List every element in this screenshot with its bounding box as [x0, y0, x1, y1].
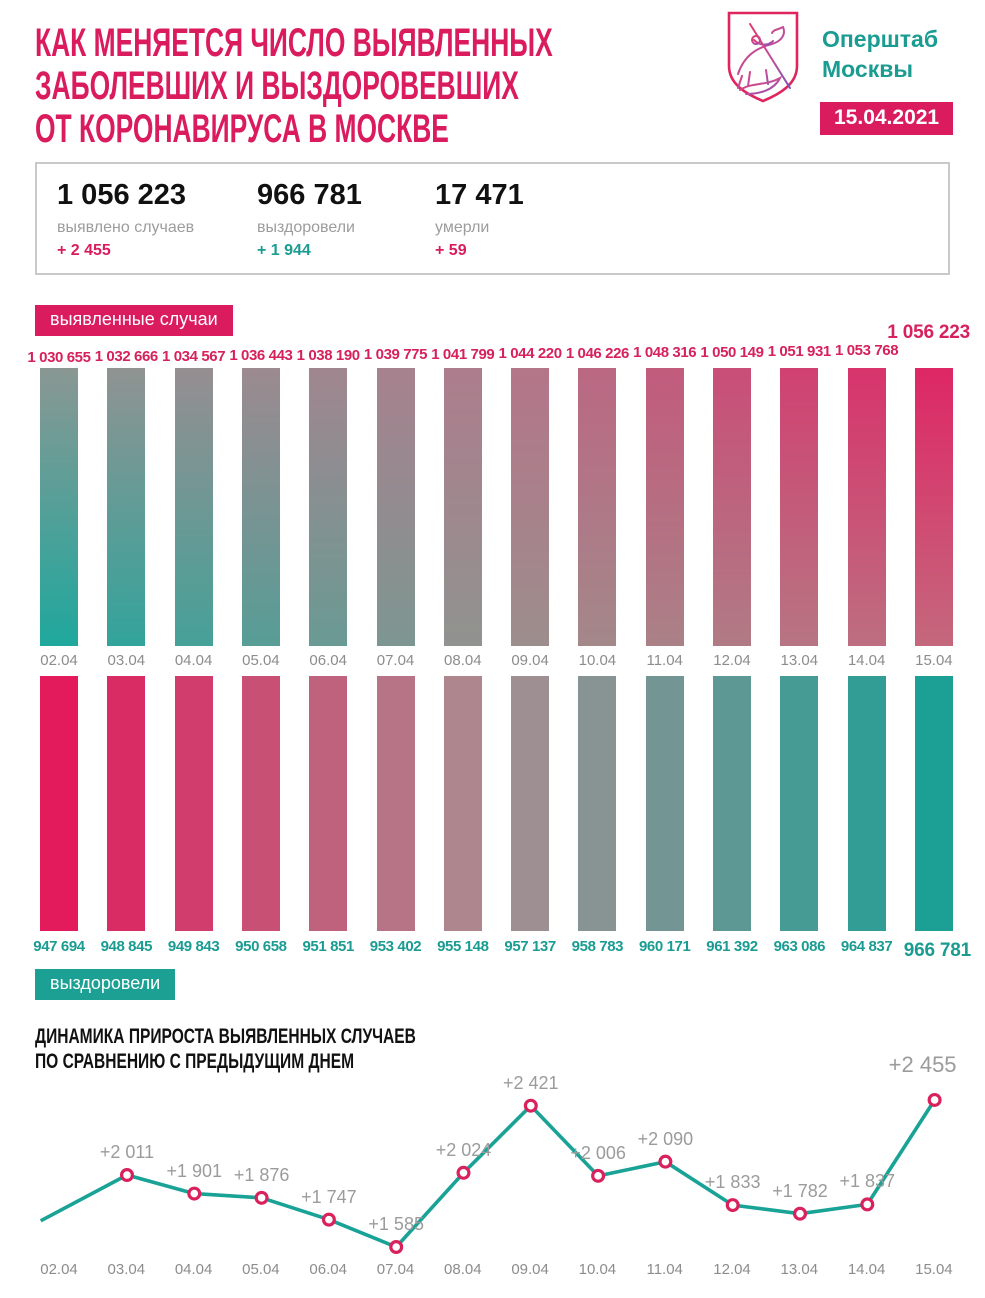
confirmed-bar-09.04 [511, 368, 549, 646]
confirmed-value-label: 1 036 443 [229, 347, 293, 365]
confirmed-value-label: 1 030 655 [27, 349, 91, 366]
recovered-delta: + 1 944 [257, 242, 311, 259]
point-label-08.04: +2 024 [435, 1139, 492, 1160]
recovered-bar-09.04 [511, 676, 549, 931]
date-badge: 15.04.2021 [820, 102, 953, 135]
confirmed-value-label: 1 050 149 [700, 343, 764, 361]
recovered-value-label: 958 783 [571, 938, 624, 955]
point-label-06.04: +1 747 [301, 1186, 357, 1207]
recovered-bar-03.04 [107, 676, 145, 931]
confirmed-bar-04.04 [175, 368, 213, 646]
line-chart-title-line: ПО СРАВНЕНИЮ С ПРЕДЫДУЩИМ ДНЕМ [35, 1050, 355, 1073]
recovered-value-label: 964 837 [840, 938, 893, 955]
line-date-label-11.04: 11.04 [646, 1261, 683, 1278]
moscow-coat-of-arms-icon [726, 10, 800, 109]
confirmed-value-label: 1 051 931 [767, 342, 831, 360]
recovered-value-label: 948 845 [100, 938, 153, 955]
confirmed-value-label: 1 053 768 [835, 342, 899, 360]
header [0, 0, 985, 152]
confirmed-value-label: 1 044 220 [498, 345, 562, 363]
page-title-line: ОТ КОРОНАВИРУСА В МОСКВЕ [35, 107, 449, 151]
line-date-label-03.04: 03.04 [107, 1261, 146, 1278]
recovered-bar-14.04 [848, 676, 886, 931]
date-label-08.04: 08.04 [444, 652, 482, 669]
confirmed-bar-11.04 [646, 368, 684, 646]
point-label-11.04: +2 090 [637, 1128, 694, 1149]
confirmed-bar-15.04 [915, 368, 953, 646]
summary-cases [57, 179, 257, 260]
date-label-12.04: 12.04 [713, 652, 751, 669]
date-label-10.04: 10.04 [578, 652, 617, 669]
recovered-value-label: 960 171 [638, 938, 691, 955]
summary-recovered [257, 179, 435, 260]
recovered-value-label: 957 137 [504, 938, 556, 955]
recovered-value-label: 950 658 [235, 938, 287, 955]
confirmed-bar-10.04 [578, 368, 616, 646]
org-name-line: Оперштаб [822, 26, 939, 52]
summary-deaths [435, 179, 928, 260]
confirmed-bars [0, 368, 985, 646]
date-label-07.04: 07.04 [376, 652, 415, 669]
data-point-marker-09.04 [525, 1100, 536, 1111]
date-label-13.04: 13.04 [780, 652, 819, 669]
recovered-label: выздоровели [257, 219, 355, 236]
date-label-11.04: 11.04 [646, 652, 683, 669]
deaths-total: 17 471 [435, 179, 524, 211]
confirmed-value-label: 1 038 190 [296, 346, 360, 364]
point-label-05.04: +1 876 [233, 1164, 290, 1185]
recovered-total: 966 781 [257, 179, 362, 211]
confirmed-bar-08.04 [444, 368, 482, 646]
page-title-line: КАК МЕНЯЕТСЯ ЧИСЛО ВЫЯВЛЕННЫХ [35, 21, 553, 65]
confirmed-value-label: 1 032 666 [94, 348, 158, 366]
line-date-label-06.04: 06.04 [309, 1261, 347, 1278]
data-point-marker-14.04 [862, 1199, 873, 1210]
point-label-13.04: +1 782 [772, 1180, 828, 1201]
line-chart-canvas [0, 1076, 985, 1261]
recovered-value-label: 966 781 [903, 940, 971, 961]
line-date-label-04.04: 04.04 [174, 1261, 213, 1278]
point-label-15.04: +2 455 [888, 1051, 957, 1077]
recovered-bar-02.04 [40, 676, 78, 931]
point-label-09.04: +2 421 [503, 1072, 559, 1093]
data-point-marker-15.04 [929, 1095, 940, 1106]
point-label-14.04: +1 837 [839, 1171, 896, 1192]
bar-charts-section [0, 305, 985, 1000]
recovered-value-label: 953 402 [369, 938, 422, 955]
org-name-line: Москвы [822, 56, 913, 82]
recovered-chart-badge: выздоровели [35, 969, 175, 1000]
confirmed-bar-14.04 [848, 368, 886, 646]
recovered-bar-12.04 [713, 676, 751, 931]
recovered-bar-13.04 [780, 676, 818, 931]
deaths-label: умерли [435, 219, 490, 236]
confirmed-bar-03.04 [107, 368, 145, 646]
data-point-marker-04.04 [189, 1188, 200, 1199]
confirmed-bar-13.04 [780, 368, 818, 646]
recovered-value-label: 949 843 [167, 938, 220, 955]
date-label-15.04: 15.04 [915, 652, 953, 669]
data-point-marker-12.04 [727, 1200, 738, 1211]
data-point-marker-05.04 [256, 1192, 267, 1203]
line-date-label-13.04: 13.04 [780, 1261, 819, 1278]
point-label-03.04: +2 011 [99, 1142, 155, 1162]
page-title-line: ЗАБОЛЕВШИХ И ВЫЗДОРОВЕВШИХ [35, 64, 519, 108]
data-point-marker-07.04 [391, 1242, 402, 1253]
recovered-value-label: 951 851 [302, 938, 354, 955]
recovered-values-row [0, 931, 985, 969]
date-label-04.04: 04.04 [174, 652, 213, 669]
cases-total: 1 056 223 [57, 179, 187, 211]
data-point-marker-10.04 [593, 1170, 604, 1181]
recovered-value-label: 955 148 [437, 938, 489, 955]
recovered-bar-05.04 [242, 676, 280, 931]
cases-delta: + 2 455 [57, 242, 111, 259]
point-label-10.04: +2 006 [570, 1142, 626, 1163]
confirmed-value-label: 1 039 775 [363, 346, 428, 364]
recovered-bars [0, 676, 985, 931]
data-point-marker-11.04 [660, 1156, 671, 1167]
org-name [822, 24, 938, 84]
line-date-label-10.04: 10.04 [578, 1261, 617, 1278]
recovered-bar-04.04 [175, 676, 213, 931]
recovered-value-label: 961 392 [706, 938, 758, 955]
date-label-03.04: 03.04 [107, 652, 146, 669]
recovered-bar-08.04 [444, 676, 482, 931]
point-label-04.04: +1 901 [166, 1160, 223, 1181]
confirmed-chart-badge: выявленные случаи [35, 305, 233, 336]
line-date-label-07.04: 07.04 [376, 1261, 415, 1278]
recovered-value-label: 947 694 [33, 938, 85, 955]
confirmed-values-row [0, 322, 985, 368]
confirmed-bar-12.04 [713, 368, 751, 646]
point-label-07.04: +1 585 [368, 1214, 424, 1234]
date-label-14.04: 14.04 [847, 652, 886, 669]
confirmed-value-label: 1 041 799 [431, 345, 495, 363]
confirmed-value-label: 1 034 567 [162, 347, 226, 365]
line-date-label-14.04: 14.04 [847, 1261, 886, 1278]
cases-label: выявлено случаев [57, 219, 195, 236]
confirmed-value-label: 1 046 226 [565, 344, 629, 362]
confirmed-bar-05.04 [242, 368, 280, 646]
data-point-marker-03.04 [122, 1170, 133, 1181]
date-label-05.04: 05.04 [242, 652, 280, 669]
line-date-label-09.04: 09.04 [511, 1261, 549, 1278]
confirmed-bar-06.04 [309, 368, 347, 646]
line-date-label-12.04: 12.04 [713, 1261, 751, 1278]
date-label-09.04: 09.04 [511, 652, 549, 669]
recovered-value-label: 963 086 [773, 938, 826, 955]
line-date-label-05.04: 05.04 [242, 1261, 280, 1278]
shared-date-axis [0, 646, 985, 676]
line-date-label-08.04: 08.04 [444, 1261, 482, 1278]
data-point-marker-06.04 [324, 1214, 335, 1225]
page-title [35, 22, 553, 151]
point-label-12.04: +1 833 [704, 1172, 761, 1193]
line-date-label-15.04: 15.04 [915, 1261, 953, 1278]
confirmed-value-label: 1 048 316 [633, 344, 697, 362]
date-label-02.04: 02.04 [40, 652, 78, 669]
recovered-bar-07.04 [377, 676, 415, 931]
recovered-bar-06.04 [309, 676, 347, 931]
summary-box [35, 162, 950, 275]
confirmed-bar-07.04 [377, 368, 415, 646]
recovered-bar-10.04 [578, 676, 616, 931]
line-date-label-02.04: 02.04 [40, 1261, 78, 1278]
date-label-06.04: 06.04 [309, 652, 347, 669]
line-chart-title [35, 1024, 712, 1074]
deaths-delta: + 59 [435, 242, 467, 259]
line-chart-title-line: ДИНАМИКА ПРИРОСТА ВЫЯВЛЕННЫХ СЛУЧАЕВ [35, 1025, 416, 1048]
data-point-marker-08.04 [458, 1167, 469, 1178]
confirmed-value-label: 1 056 223 [887, 322, 970, 343]
recovered-bar-15.04 [915, 676, 953, 931]
data-point-marker-13.04 [795, 1208, 806, 1219]
confirmed-bar-02.04 [40, 368, 78, 646]
recovered-bar-11.04 [646, 676, 684, 931]
